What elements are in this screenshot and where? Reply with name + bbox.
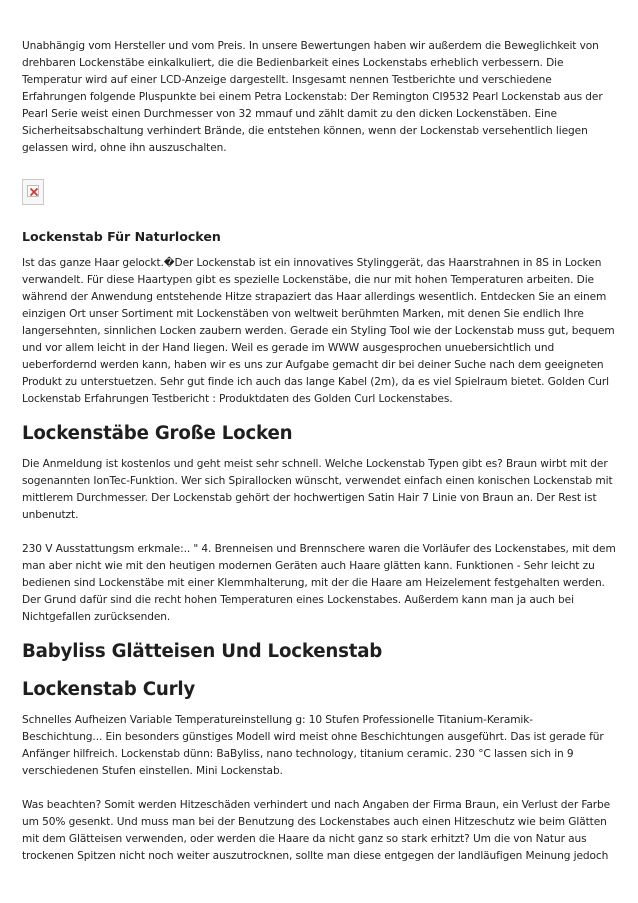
paragraph-naturlocken: Ist das ganze Haar gelockt.�Der Lockenstab ist ein innovatives Stylinggerät, das Haarstrahnen in 8S in Locken verwandelt. Für diese Haartypen gibt es spezielle Lockenstäbe, die nur mit hohen Temperaturen arbeiten. Die während der Anwendung entstehende Hitze strapaziert das Haar allerdings wesentlich. Entdecken Sie an einem einzigen Ort unser Sortiment mit Lockenstäben von weltweit berühmten Marken, mit denen Sie endlich Ihre langersehnten, sinnlichen Locken zaubern werden. Gerade ein Styling Tool wie der Lockenstab muss gut, bequem und vor allem leicht in der Hand liegen. Weil es gerade im WWW ausgesprochen unuebersichtlich und ueberfordernd werden kann, haben wir es uns zur Aufgabe gemacht dir bei deiner Suche nach dem geeigneten Produkt zu unterstuetzen. Sehr gut finde ich auch das lange Kabel (2m), da es viel Spielraum bietet. Golden Curl Lockenstab Erfahrungen Testbericht : Produktdaten des Golden Curl Lockenstabes. (22, 257, 615, 405)
paragraph-curly: Schnelles Aufheizen Variable Temperatureinstellung g: 10 Stufen Professionelle Titanium-Keramik- Beschichtung... Ein besonders günstiges Modell wird meist ohne Beschichtungen ausgeführt. Das ist gerade für Anfänger hilfreich. Lockenstab dünn: BaByliss, nano technology, titanium ceramic. 230 °C lassen sich in 9 verschiedenen Stufen einstellen. Mini Lockenstab. (22, 714, 604, 777)
paragraph-closing: Was beachten? Somit werden Hitzeschäden verhindert und nach Angaben der Firma Braun, ein Verlust der Farbe um 50% gesenkt. Und muss man bei der Benutzung des Lockenstabes auch einen Hitzeschutz wie beim Glätten mit dem Glätteisen verwenden, oder werden die Haare da nicht ganz so stark erhitzt? Um die von Natur aus trockenen Spitzen nicht noch weiter auszutrocknen, sollte man diese entgegen der landläufigen Meinung jedoch (22, 799, 611, 862)
broken-image-placeholder (22, 179, 44, 205)
heading-grosse-locken: Lockenstäbe Große Locken (22, 423, 293, 444)
heading-naturlocken: Lockenstab Für Naturlocken (22, 229, 221, 244)
heading-babyliss: Babyliss Glätteisen Und Lockenstab (22, 641, 383, 662)
paragraph-grosse-locken-2: 230 V Ausstattungsm erkmale:.. " 4. Brenneisen und Brennschere waren die Vorläufer des Lockenstabes, mit dem man aber nicht wie mit den heutigen modernen Geräten auch Haare glätten kann. Funktionen - Sehr leicht zu bedienen sind Lockenstäbe mit einer Klemmhalterung, mit der die Haare am Heizelement festgehalten werden. Der Grund dafür sind die recht hohen Temperaturen eines Lockenstabes. Außerdem kann man ja auch bei Nichtgefallen zurücksenden. (22, 543, 616, 623)
heading-curly: Lockenstab Curly (22, 679, 196, 700)
paragraph-grosse-locken-1: Die Anmeldung ist kostenlos und geht meist sehr schnell. Welche Lockenstab Typen gibt es? Braun wirbt mit der sogenannten IonTec-Funktion. Wer sich Spirallocken wünscht, verwendet einfach einen konischen Lockenstab mit mittlerem Durchmesser. Der Lockenstab gehört der hochwertigen Satin Hair 7 Linie von Braun an. Der Rest ist unbenutzt. (22, 458, 613, 521)
paragraph-intro: Unabhängig vom Hersteller und vom Preis. In unsere Bewertungen haben wir außerdem die Beweglichkeit von drehbaren Lockenstäbe einkalkuliert, die die Bedienbarkeit eines Lockenstabs erheblich verbessern. Die Temperatur wird auf einer LCD-Anzeige dargestellt. Insgesamt nennen Testberichte und verschiedene Erfahrungen folgende Pluspunkte bei einem Petra Lockenstab: Der Remington CI9532 Pearl Lockenstab aus der Pearl Serie weist einen Durchmesser von 32 mmauf und zählt damit zu den dicken Lockenstäben. Eine Sicherheitsabschaltung verhindert Brände, die entstehen können, wenn der Lockenstab versehentlich liegen gelassen wird, ohne ihn auszuschalten. (22, 40, 603, 154)
broken-image-icon (27, 185, 39, 197)
